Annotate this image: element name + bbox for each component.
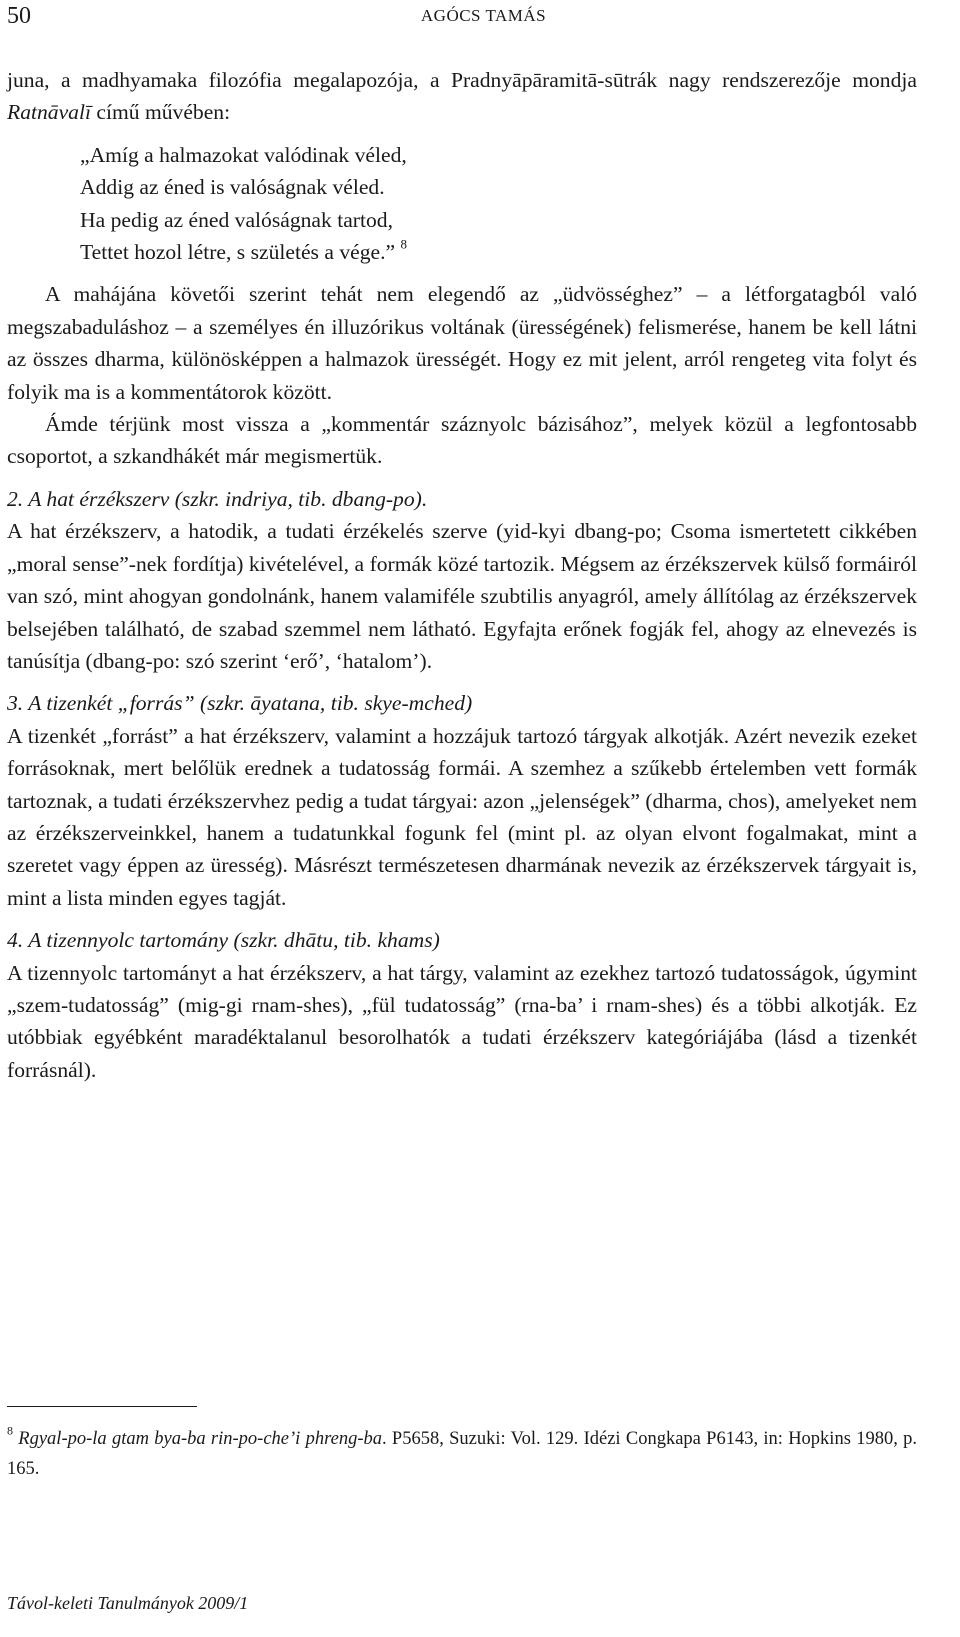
footnote-number: 8 <box>7 1423 13 1438</box>
page-number: 50 <box>7 3 31 29</box>
work-title: Ratnāvalī <box>7 100 91 125</box>
footnote-reference[interactable]: 8 <box>400 236 407 252</box>
paragraph: Ámde térjünk most vissza a „kommentár száznyolc bázisához”, melyek közül a legfontosabb csoportot, a szkandhákét már megismertük. <box>7 412 917 469</box>
journal-footer: Távol-keleti Tanulmányok 2009/1 <box>7 1593 249 1613</box>
verse-line: Addig az éned is valóságnak véled. <box>80 175 385 200</box>
verse-line: Tettet hozol létre, s születés a vége.” $^8$ <box>80 236 407 265</box>
page-header <box>7 0 960 40</box>
footnote-title: Rgyal-po-la gtam bya-ba rin-po-che’i phreng-ba <box>18 1429 382 1449</box>
section-heading: 2. A hat érzékszerv (szkr. indriya, tib. dbang-po). <box>7 486 428 511</box>
paragraph: A hat érzékszerv, a hatodik, a tudati érzékelés szerve (yid-kyi dbang-po; Csoma ismertetett cikkében „moral sense”-nek fordítja) kivételével, a formák közé tartozik. Mégsem az érzékszervek külső formáiról van szó, mint ahogyan gondolnánk, hanem valamiféle szubtilis anyagról, amely állítólag az érzékszervek belsejében található, de szabad szemmel nem látható. Egyfajta erőnek fogják fel, ahogy az elnevezés is tanúsítja (dbang-po: szó szerint ‘erő’, ‘hatalom’). <box>7 519 917 673</box>
section-heading: 4. A tizennyolc tartomány (szkr. dhātu, tib. khams) <box>7 928 440 953</box>
verse-quote <box>80 139 917 269</box>
paragraph-intro: juna, a madhyamaka filozófia megalapozója, a Pradnyāpāramitā-sūtrák nagy rendszerezője mondja Ratnāvalī című művében: <box>7 68 917 125</box>
paragraph: A mahájána követői szerint tehát nem elegendő az „üdvösséghez” – a létforgatagból való megszabaduláshoz – a személyes én illuzórikus voltának (ürességének) felismerése, hanem be kell látni az összes dharma, különösképpen a halmazok ürességét. Hogy ez mit jelent, arról rengeteg vita folyt és folyik ma is a kommentátorok között. <box>7 282 917 404</box>
footnote <box>7 1424 917 1484</box>
section-heading: 3. A tizenkét „forrás” (szkr. āyatana, tib. skye-mched) <box>7 691 473 716</box>
footnote-divider <box>7 1406 197 1407</box>
verse-line: „Amíg a halmazokat valódinak véled, <box>80 142 407 167</box>
footnote-text: . P5658, Suzuki: Vol. 129. Idézi Congkapa P6143, in: Hopkins 1980, p. 165. <box>7 1429 917 1479</box>
paragraph: A tizennyolc tartományt a hat érzékszerv, a hat tárgy, valamint az ezekhez tartozó tudatosságok, úgymint „szem-tudatosság” (mig-gi rnam-shes), „fül tudatosság” (rna-ba’ i rnam-shes) és a többi alkotják. Ez utóbbiak egyébként maradéktalanul besorolhatók a tudati érzékszerv kategóriájába (lásd a tizenkét forrásnál). <box>7 960 917 1082</box>
running-title: AGÓCS TAMÁS <box>420 6 547 25</box>
paragraph: A tizenkét „forrást” a hat érzékszerv, valamint a hozzájuk tartozó tárgyak alkotják. Azért nevezik ezeket forrásoknak, mert belőlük erednek a tudatosság formái. A szemhez a szűkebb értelemben vett formák tartoznak, a tudati érzékszervhez pedig a tudat tárgyai: azon „jelenségek” (dharma, chos), amelyeket nem az érzékszerveinkkel, hanem a tudatunkkal fogunk fel (mint pl. az olyan elvont fogalmakat, mint a szeretet vagy éppen az üresség). Másrészt természetesen dharmának nevezik az érzékszervek tárgyait is, mint a lista minden egyes tagját. <box>7 723 917 910</box>
verse-line: Ha pedig az éned valóságnak tartod, <box>80 207 393 232</box>
page-body <box>7 64 917 1086</box>
